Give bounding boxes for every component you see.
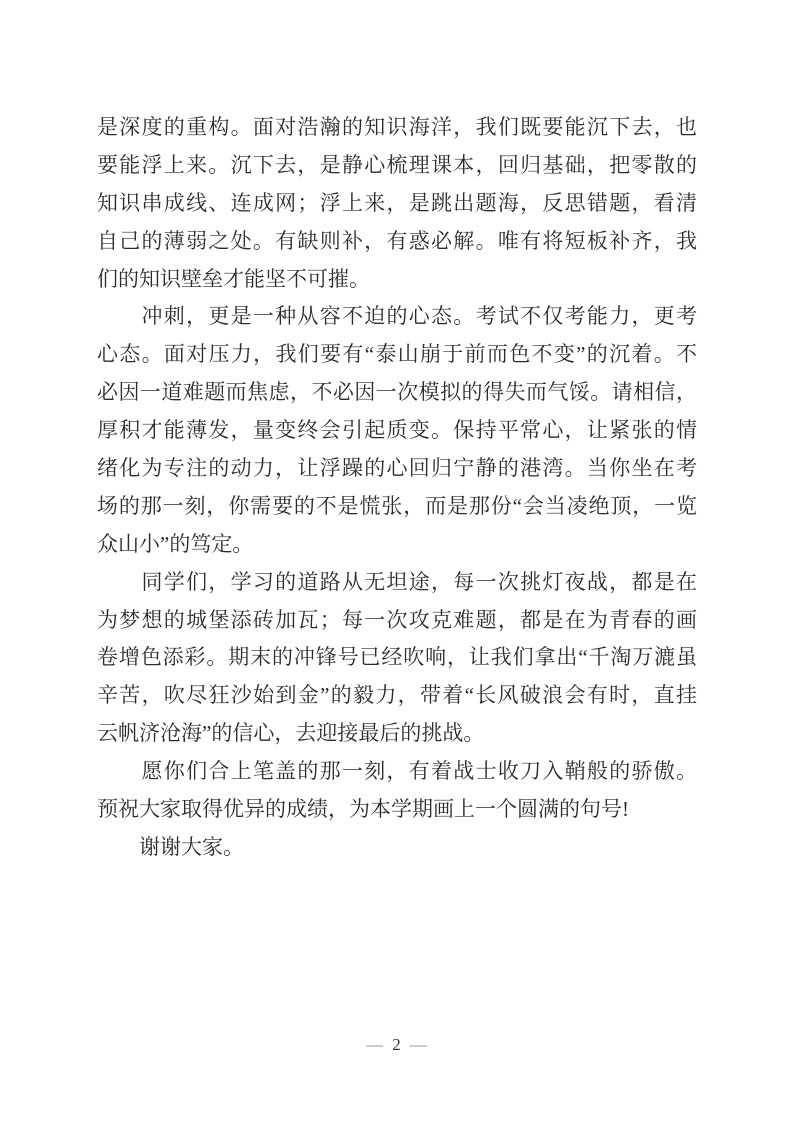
page-number: 2 (392, 1035, 401, 1054)
text-line: 绪化为专注的动力，让浮躁的心回归宁静的港湾。当你坐在考 (97, 456, 697, 481)
text-line: 厚积才能薄发，量变终会引起质变。保持平常心，让紧张的情 (97, 418, 697, 443)
text-line: 冲刺，更是一种从容不迫的心态。考试不仅考能力，更考 (97, 304, 697, 329)
text-line: 愿你们合上笔盖的那一刻，有着战士收刀入鞘般的骄傲。 (97, 759, 697, 784)
text-line: 同学们，学习的道路从无坦途，每一次挑灯夜战，都是在 (97, 569, 697, 594)
footer-left-dash: — (366, 1035, 384, 1054)
text-line: 预祝大家取得优异的成绩，为本学期画上一个圆满的句号! (97, 797, 629, 822)
document-body (97, 109, 697, 867)
page-footer (0, 1033, 793, 1057)
paragraph (97, 109, 697, 298)
text-line: 心态。面对压力，我们要有“泰山崩于前而色不变”的沉着。不 (97, 342, 697, 367)
text-line: 谢谢大家。 (97, 834, 244, 859)
paragraph (97, 564, 697, 753)
text-line: 们的知识壁垒才能坚不可摧。 (97, 266, 370, 291)
footer-right-dash: — (409, 1035, 427, 1054)
text-line: 卷增色添彩。期末的冲锋号已经吹响，让我们拿出“千淘万漉虽 (97, 645, 697, 670)
text-line: 要能浮上来。沉下去，是静心梳理课本，回归基础，把零散的 (97, 152, 697, 177)
paragraph (97, 753, 697, 829)
text-line: 自己的薄弱之处。有缺则补，有惑必解。唯有将短板补齐，我 (97, 228, 697, 253)
text-line: 场的那一刻，你需要的不是慌张，而是那份“会当凌绝顶，一览 (97, 493, 697, 518)
text-line: 云帆济沧海”的信心，去迎接最后的挑战。 (97, 721, 485, 746)
text-line: 众山小”的笃定。 (97, 531, 254, 556)
text-line: 辛苦，吹尽狂沙始到金”的毅力，带着“长风破浪会有时，直挂 (97, 683, 697, 708)
text-line: 为梦想的城堡添砖加瓦；每一次攻克难题，都是在为青春的画 (97, 607, 697, 632)
text-line: 是深度的重构。面对浩瀚的知识海洋，我们既要能沉下去，也 (97, 115, 697, 139)
paragraph (97, 829, 697, 867)
paragraph (97, 298, 697, 563)
text-line: 知识串成线、连成网；浮上来，是跳出题海，反思错题，看清 (97, 190, 697, 215)
text-line: 必因一道难题而焦虑，不必因一次模拟的得失而气馁。请相信， (97, 380, 697, 405)
